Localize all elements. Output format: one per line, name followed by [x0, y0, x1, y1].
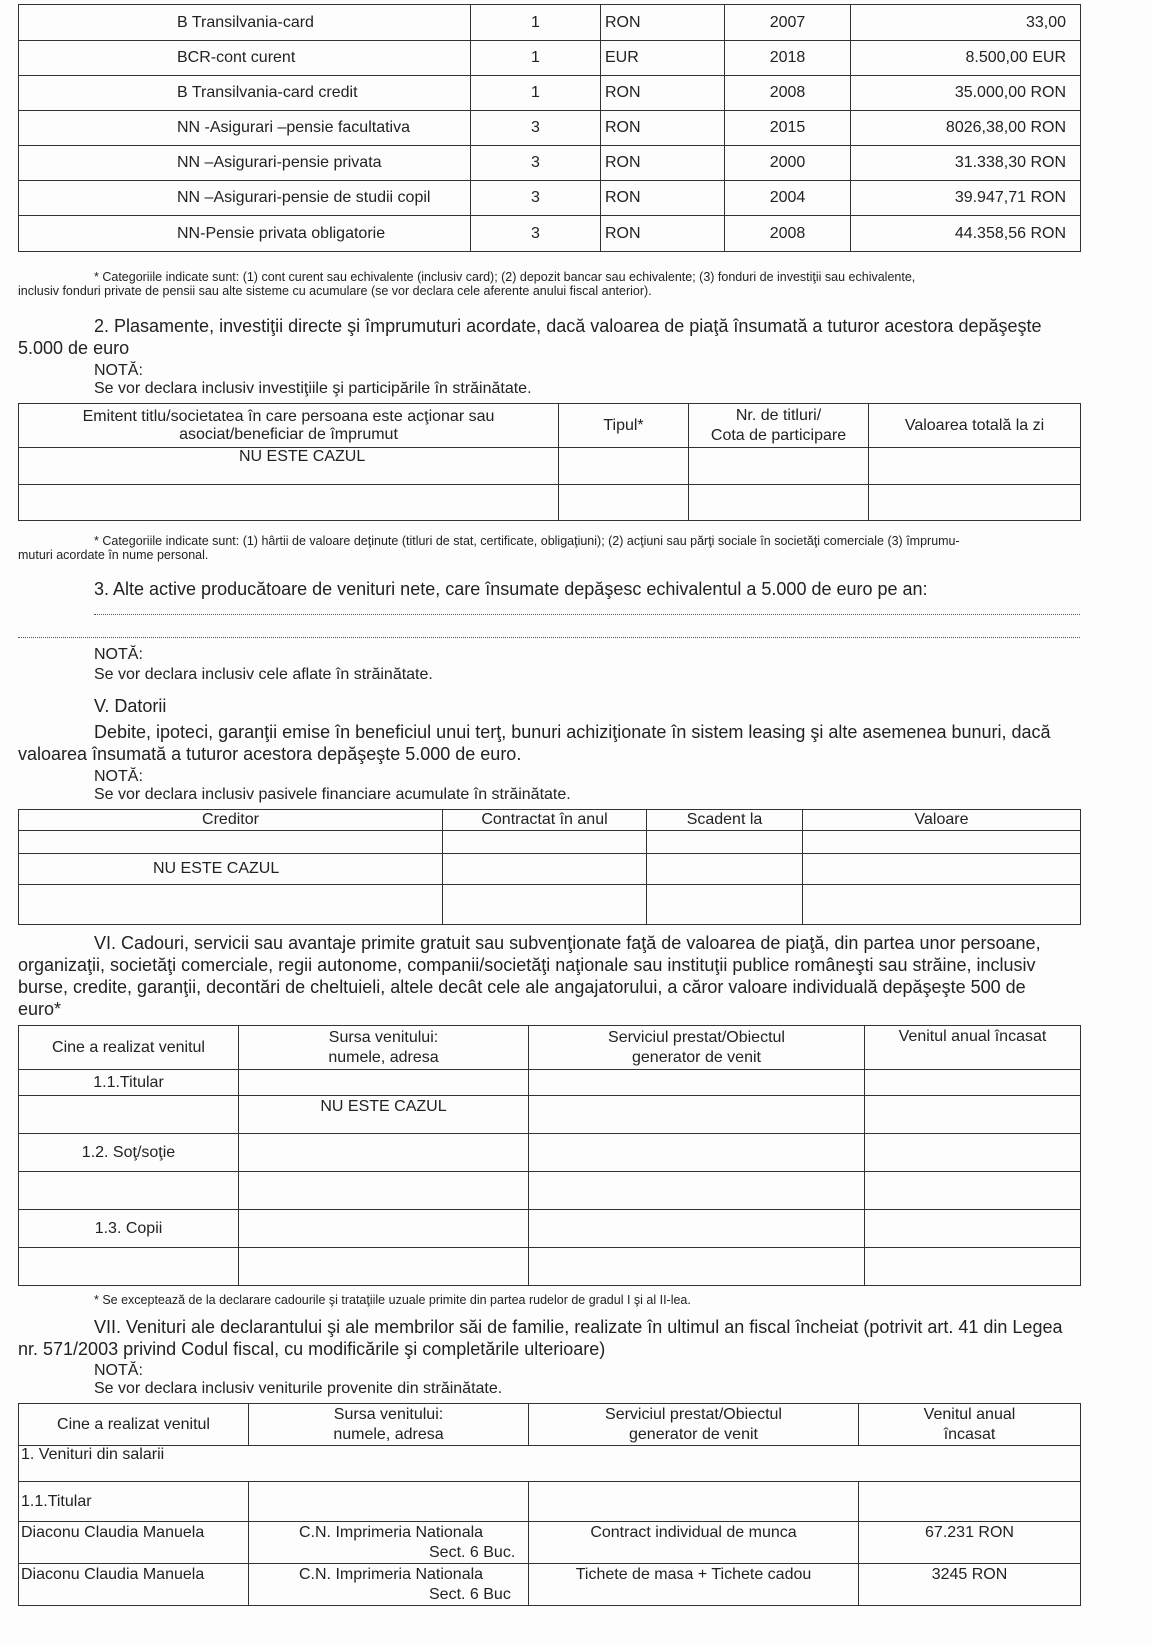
account-year: 2015	[725, 111, 851, 146]
section-7-nota: NOTĂ: Se vor declara inclusiv veniturile provenite din străinătate.	[94, 1362, 503, 1397]
income-table	[18, 1403, 1081, 1606]
debts-table	[18, 809, 1081, 925]
table-row	[19, 1482, 1081, 1522]
account-year: 2007	[725, 5, 851, 41]
account-category: 1	[471, 76, 601, 111]
account-currency: EUR	[601, 41, 725, 76]
table-row	[19, 1096, 1081, 1134]
account-balance: 8.500,00 EUR	[851, 41, 1081, 76]
account-name: BCR-cont curent	[19, 41, 471, 76]
section-6-heading: VI. Cadouri, servicii sau avantaje primite gratuit sau subvenţionate faţă de valoarea de piaţă, din partea unor persoane, organizaţii, societăţi comerciale, regii autonome, companii/societăţi naţionale sau instituţii publice româneşti sau străine, inclusiv burse, credite, garanţii, decontări de cheltuieli, altele decât cele ale angajatorului, a căror valoare individuală depăşeşte 500 de euro*	[18, 933, 1041, 1019]
table-row	[19, 111, 1081, 146]
gift-value: NU ESTE CAZUL	[239, 1096, 529, 1134]
debt-value: NU ESTE CAZUL	[19, 854, 443, 885]
account-balance: 31.338,30 RON	[851, 146, 1081, 181]
income-source: C.N. Imprimeria Nationala Sect. 6 Buc.	[249, 1522, 529, 1564]
investment-value: NU ESTE CAZUL	[19, 448, 559, 485]
account-currency: RON	[601, 181, 725, 216]
header-nr-titluri: Nr. de titluri/ Cota de participare	[689, 404, 869, 448]
table-row	[19, 1522, 1081, 1564]
section-2-heading: 2. Plasamente, investiţii directe şi împrumuturi acordate, dacă valoarea de piaţă însumată a tuturor acestora depăşeşte 5.000 de euro	[18, 316, 1042, 358]
row-label-sot: 1.2. Soţ/soţie	[19, 1134, 239, 1172]
account-name: B Transilvania-card	[19, 5, 471, 41]
dotted-line	[94, 614, 1080, 615]
table-row	[19, 854, 1081, 885]
table-row	[19, 146, 1081, 181]
account-category: 1	[471, 41, 601, 76]
table-header-row	[19, 810, 1081, 831]
header-creditor: Creditor	[19, 810, 443, 831]
table-row	[19, 885, 1081, 925]
gifts-footnote: * Se exceptează de la declarare cadourile şi trataţiile uzuale primite din partea rudelor de gradul I şi al II-lea.	[94, 1293, 691, 1307]
account-currency: RON	[601, 76, 725, 111]
account-balance: 44.358,56 RON	[851, 216, 1081, 252]
table-row	[19, 1446, 1081, 1482]
accounts-table	[18, 4, 1081, 252]
account-year: 2004	[725, 181, 851, 216]
income-name: Diaconu Claudia Manuela	[19, 1564, 249, 1606]
table-row	[19, 1210, 1081, 1248]
table-row	[19, 1248, 1081, 1286]
account-name: NN –Asigurari-pensie privata	[19, 146, 471, 181]
row-label-titular: 1.1.Titular	[19, 1070, 239, 1096]
account-year: 2000	[725, 146, 851, 181]
header-valoarea-totala: Valoarea totală la zi	[869, 404, 1081, 448]
header-sursa: Sursa venitului: numele, adresa	[249, 1404, 529, 1446]
table-row	[19, 448, 1081, 485]
table-row	[19, 5, 1081, 41]
account-balance: 39.947,71 RON	[851, 181, 1081, 216]
account-currency: RON	[601, 146, 725, 181]
table-header-row	[19, 404, 1081, 448]
income-value: 67.231 RON	[859, 1522, 1081, 1564]
accounts-footnote: * Categoriile indicate sunt: (1) cont curent sau echivalente (inclusiv card); (2) depozit bancar sau echivalente; (3) fonduri de investiţii sau echivalente, inclusiv fonduri private de pensii sau alte sisteme cu acumulare (se vor declara cele aferente anului fiscal anterior).	[18, 270, 916, 298]
income-name: Diaconu Claudia Manuela	[19, 1522, 249, 1564]
header-serviciu: Serviciul prestat/Obiectul generator de venit	[529, 1026, 865, 1070]
section-5-title: V. Datorii	[94, 696, 167, 716]
header-valoare: Valoare	[803, 810, 1081, 831]
row-label-copii: 1.3. Copii	[19, 1210, 239, 1248]
account-category: 3	[471, 146, 601, 181]
category-salarii: 1. Venituri din salarii	[19, 1446, 1081, 1482]
account-currency: RON	[601, 111, 725, 146]
account-name: B Transilvania-card credit	[19, 76, 471, 111]
income-service: Contract individual de munca	[529, 1522, 859, 1564]
table-row	[19, 76, 1081, 111]
account-currency: RON	[601, 216, 725, 252]
account-year: 2008	[725, 216, 851, 252]
investments-footnote: * Categoriile indicate sunt: (1) hârtii de valoare deţinute (titluri de stat, certificate, obligaţiuni); (2) acţiuni sau părţi sociale în societăţi comerciale (3) împrumu- muturi acordate în nume personal.	[18, 534, 960, 562]
section-2-nota: NOTĂ: Se vor declara inclusiv investiţiile şi participările în străinătate.	[94, 362, 532, 397]
table-row	[19, 1564, 1081, 1606]
account-year: 2008	[725, 76, 851, 111]
header-venit: Venitul anual încasat	[859, 1404, 1081, 1446]
account-year: 2018	[725, 41, 851, 76]
dotted-line	[18, 637, 1080, 638]
account-currency: RON	[601, 5, 725, 41]
table-row	[19, 1134, 1081, 1172]
account-name: NN -Asigurari –pensie facultativa	[19, 111, 471, 146]
account-balance: 35.000,00 RON	[851, 76, 1081, 111]
section-3-nota: NOTĂ: Se vor declara inclusiv cele aflate în străinătate.	[94, 646, 433, 683]
investments-table	[18, 403, 1081, 521]
income-source: C.N. Imprimeria Nationala Sect. 6 Buc	[249, 1564, 529, 1606]
row-label-titular: 1.1.Titular	[19, 1482, 249, 1522]
account-balance: 33,00	[851, 5, 1081, 41]
account-category: 3	[471, 216, 601, 252]
income-service: Tichete de masa + Tichete cadou	[529, 1564, 859, 1606]
table-row	[19, 181, 1081, 216]
table-row	[19, 485, 1081, 521]
table-header-row	[19, 1026, 1081, 1070]
header-emitent: Emitent titlu/societatea în care persoana este acţionar sau asociat/beneficiar de împrumut	[19, 404, 559, 448]
table-row	[19, 831, 1081, 854]
section-7-heading: VII. Venituri ale declarantului şi ale membrilor săi de familie, realizate în ultimul an fiscal încheiat (potrivit art. 41 din Legea nr. 571/2003 privind Codul fiscal, cu modificările şi completările ulterioare)	[18, 1317, 1063, 1359]
header-serviciu: Serviciul prestat/Obiectul generator de venit	[529, 1404, 859, 1446]
account-name: NN-Pensie privata obligatorie	[19, 216, 471, 252]
header-cine: Cine a realizat venitul	[19, 1026, 239, 1070]
income-value: 3245 RON	[859, 1564, 1081, 1606]
account-category: 3	[471, 181, 601, 216]
header-contractat: Contractat în anul	[443, 810, 647, 831]
header-venit: Venitul anual încasat	[865, 1026, 1081, 1070]
header-tipul: Tipul*	[559, 404, 689, 448]
header-scadent: Scadent la	[647, 810, 803, 831]
account-category: 3	[471, 111, 601, 146]
table-row	[19, 41, 1081, 76]
header-cine: Cine a realizat venitul	[19, 1404, 249, 1446]
section-5-text: Debite, ipoteci, garanţii emise în beneficiul unui terţ, bunuri achiziţionate în sistem leasing şi alte asemenea bunuri, dacă valoarea însumată a tuturor acestora depăşeşte 5.000 de euro.	[18, 722, 1051, 764]
account-category: 1	[471, 5, 601, 41]
table-row	[19, 216, 1081, 252]
section-3-heading: 3. Alte active producătoare de venituri nete, care însumate depăşesc echivalentul a 5.000 de euro pe an:	[94, 579, 928, 599]
gifts-table	[18, 1025, 1081, 1286]
account-name: NN –Asigurari-pensie de studii copil	[19, 181, 471, 216]
table-row	[19, 1172, 1081, 1210]
header-sursa: Sursa venitului: numele, adresa	[239, 1026, 529, 1070]
table-row	[19, 1070, 1081, 1096]
account-balance: 8026,38,00 RON	[851, 111, 1081, 146]
section-5-nota: NOTĂ: Se vor declara inclusiv pasivele financiare acumulate în străinătate.	[94, 768, 571, 803]
table-header-row	[19, 1404, 1081, 1446]
